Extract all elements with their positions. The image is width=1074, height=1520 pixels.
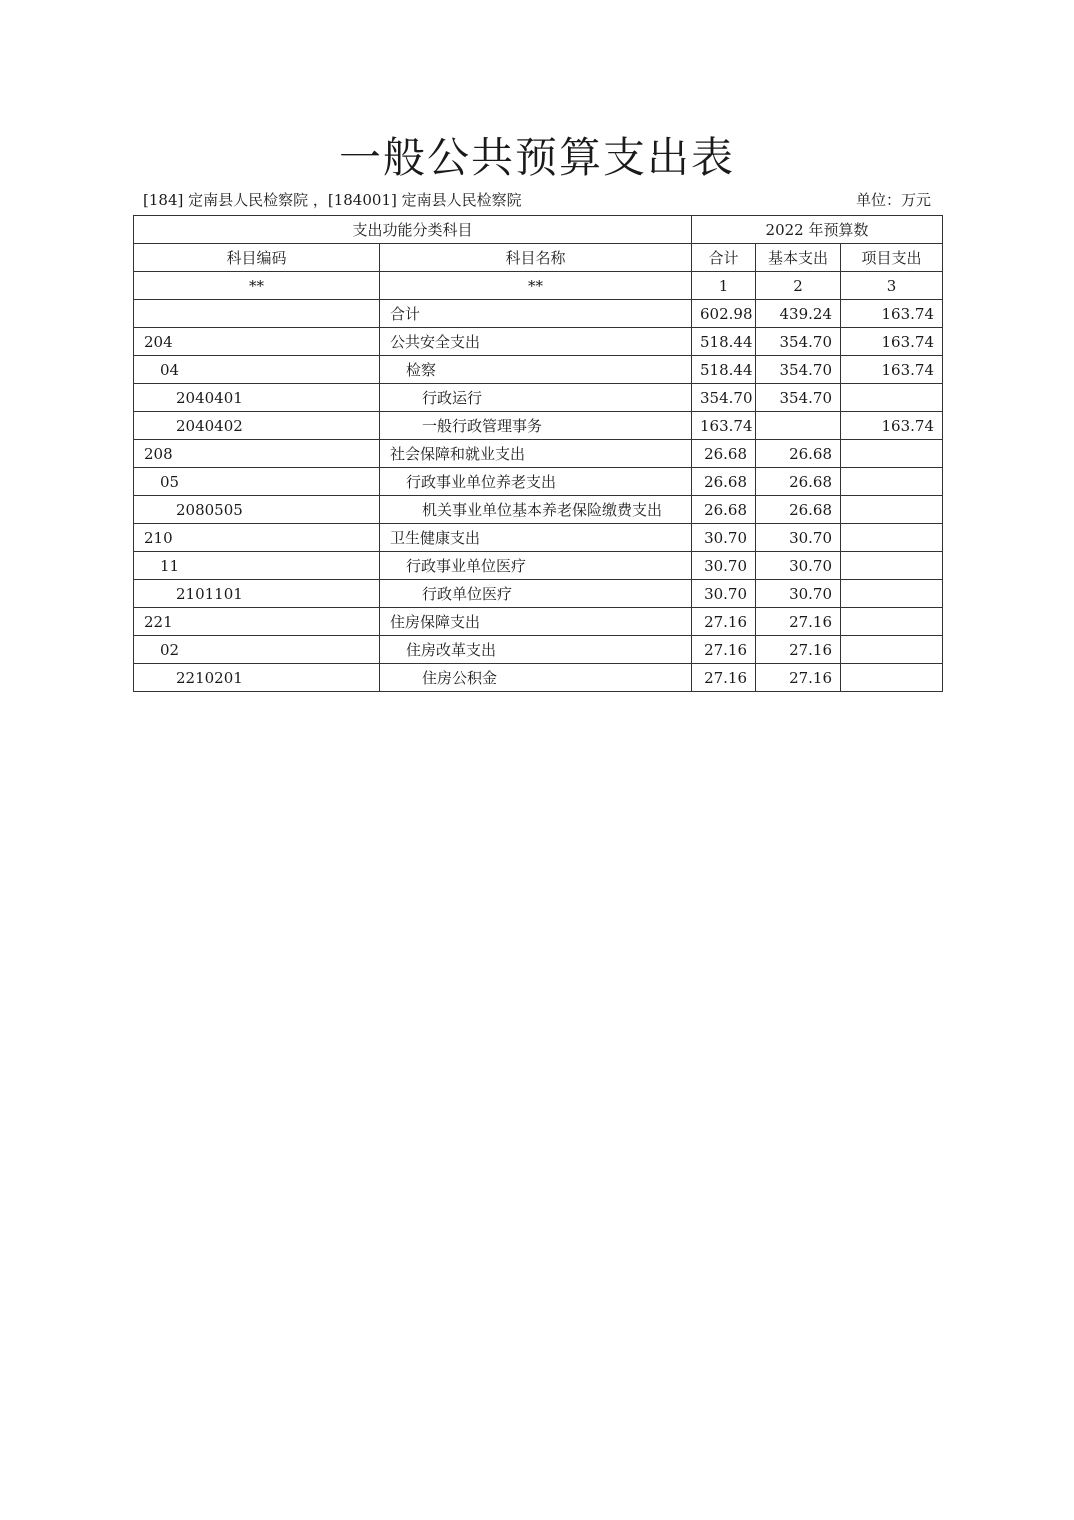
cell-total: 518.44: [692, 328, 756, 356]
header-total: 合计: [692, 244, 756, 272]
cell-project: 163.74: [841, 356, 943, 384]
header-code: 科目编码: [134, 244, 380, 272]
table-body: [134, 300, 943, 692]
cell-project: [841, 552, 943, 580]
cell-total: 26.68: [692, 468, 756, 496]
cell-basic: 26.68: [756, 468, 841, 496]
header-col-1: 1: [692, 272, 756, 300]
cell-basic: 27.16: [756, 664, 841, 692]
cell-project: [841, 496, 943, 524]
cell-project: [841, 664, 943, 692]
header-project: 项目支出: [841, 244, 943, 272]
cell-code: 05: [134, 468, 380, 496]
cell-basic: 30.70: [756, 524, 841, 552]
cell-total: 26.68: [692, 440, 756, 468]
header-basic: 基本支出: [756, 244, 841, 272]
cell-total: 27.16: [692, 608, 756, 636]
cell-basic: 26.68: [756, 440, 841, 468]
cell-name: 行政事业单位养老支出: [380, 468, 692, 496]
cell-project: 163.74: [841, 412, 943, 440]
cell-name: 住房公积金: [380, 664, 692, 692]
cell-total: 26.68: [692, 496, 756, 524]
unit-label: 单位：万元: [855, 191, 931, 209]
header-name-mark: **: [380, 272, 692, 300]
cell-code: 11: [134, 552, 380, 580]
cell-code: 204: [134, 328, 380, 356]
cell-code: 2040401: [134, 384, 380, 412]
cell-code: [134, 300, 380, 328]
cell-name: 行政运行: [380, 384, 692, 412]
cell-basic: 27.16: [756, 608, 841, 636]
cell-total: 602.98: [692, 300, 756, 328]
header-col-3: 3: [841, 272, 943, 300]
cell-name: 行政单位医疗: [380, 580, 692, 608]
cell-code: 208: [134, 440, 380, 468]
cell-name: 行政事业单位医疗: [380, 552, 692, 580]
cell-total: 27.16: [692, 636, 756, 664]
budget-table: [133, 215, 943, 692]
cell-code: 221: [134, 608, 380, 636]
table-row: [134, 300, 943, 328]
cell-code: 02: [134, 636, 380, 664]
cell-basic: 354.70: [756, 328, 841, 356]
page-title: 一般公共预算支出表: [338, 133, 735, 182]
cell-project: [841, 636, 943, 664]
table-row: [134, 664, 943, 692]
header-budget-year: 2022 年预算数: [692, 216, 943, 244]
table-row: [134, 636, 943, 664]
cell-basic: [756, 412, 841, 440]
cell-name: 住房改革支出: [380, 636, 692, 664]
cell-code: 2210201: [134, 664, 380, 692]
agency-info: [184] 定南县人民检察院 ，[184001] 定南县人民检察院: [143, 191, 522, 209]
header-name: 科目名称: [380, 244, 692, 272]
cell-project: [841, 384, 943, 412]
cell-total: 30.70: [692, 552, 756, 580]
cell-name: 住房保障支出: [380, 608, 692, 636]
cell-total: 27.16: [692, 664, 756, 692]
table-row: [134, 384, 943, 412]
cell-code: 2101101: [134, 580, 380, 608]
cell-name: 机关事业单位基本养老保险缴费支出: [380, 496, 692, 524]
cell-basic: 30.70: [756, 552, 841, 580]
table-row: [134, 356, 943, 384]
header-row-groups: [134, 216, 943, 244]
cell-total: 354.70: [692, 384, 756, 412]
header-function-category: 支出功能分类科目: [134, 216, 692, 244]
cell-basic: 439.24: [756, 300, 841, 328]
cell-basic: 30.70: [756, 580, 841, 608]
table-row: [134, 580, 943, 608]
header-row-columns: [134, 244, 943, 272]
cell-name: 卫生健康支出: [380, 524, 692, 552]
cell-project: 163.74: [841, 300, 943, 328]
cell-project: 163.74: [841, 328, 943, 356]
cell-project: [841, 608, 943, 636]
table-row: [134, 328, 943, 356]
cell-basic: 27.16: [756, 636, 841, 664]
cell-name: 公共安全支出: [380, 328, 692, 356]
cell-total: 30.70: [692, 580, 756, 608]
cell-project: [841, 580, 943, 608]
cell-code: 2080505: [134, 496, 380, 524]
header-code-mark: **: [134, 272, 380, 300]
cell-total: 518.44: [692, 356, 756, 384]
table-row: [134, 412, 943, 440]
cell-basic: 354.70: [756, 356, 841, 384]
cell-name: 一般行政管理事务: [380, 412, 692, 440]
table-row: [134, 524, 943, 552]
table-row: [134, 440, 943, 468]
table-row: [134, 496, 943, 524]
table-row: [134, 468, 943, 496]
table-row: [134, 608, 943, 636]
cell-code: 210: [134, 524, 380, 552]
cell-name: 检察: [380, 356, 692, 384]
cell-basic: 354.70: [756, 384, 841, 412]
cell-total: 163.74: [692, 412, 756, 440]
header-row-index: [134, 272, 943, 300]
cell-code: 04: [134, 356, 380, 384]
cell-name: 合计: [380, 300, 692, 328]
cell-name: 社会保障和就业支出: [380, 440, 692, 468]
cell-project: [841, 468, 943, 496]
header-col-2: 2: [756, 272, 841, 300]
cell-basic: 26.68: [756, 496, 841, 524]
cell-project: [841, 524, 943, 552]
cell-total: 30.70: [692, 524, 756, 552]
cell-code: 2040402: [134, 412, 380, 440]
cell-project: [841, 440, 943, 468]
table-row: [134, 552, 943, 580]
table-header: [134, 216, 943, 300]
